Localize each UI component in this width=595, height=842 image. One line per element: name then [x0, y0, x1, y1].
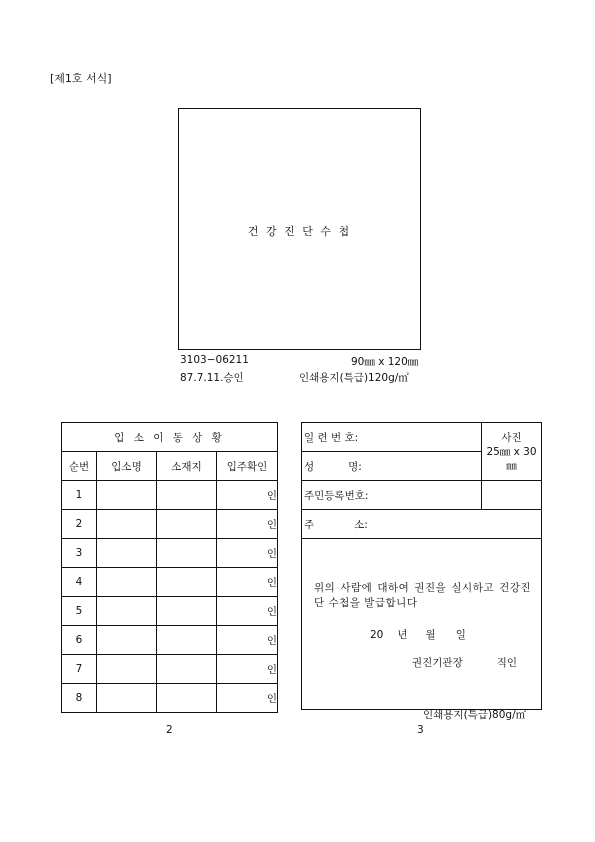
facility-cell[interactable]	[97, 626, 157, 655]
cover-box	[178, 108, 421, 350]
page-number-left: 2	[166, 724, 173, 736]
name-label-b: 명:	[348, 460, 362, 473]
location-cell[interactable]	[157, 539, 217, 568]
photo-box	[482, 423, 542, 481]
table-row	[62, 539, 278, 568]
location-cell[interactable]	[157, 597, 217, 626]
transfer-table	[61, 422, 278, 713]
photo-size: 25㎜ x 30㎜	[486, 445, 537, 472]
facility-cell[interactable]	[97, 481, 157, 510]
table-row	[62, 626, 278, 655]
official-seal-label: 직인	[496, 657, 518, 669]
table-row	[62, 684, 278, 713]
facility-cell[interactable]	[97, 510, 157, 539]
form-label: [제1호 서식]	[50, 72, 112, 85]
row-number: 8	[62, 684, 97, 713]
issue-date[interactable]	[370, 627, 466, 642]
issuer-signature	[412, 655, 517, 670]
inner-paper-spec: 인쇄용지(특급)80g/㎡	[423, 709, 527, 721]
date-month-unit: 월	[425, 629, 436, 641]
seal-cell: 인	[217, 626, 278, 655]
seal-cell: 인	[217, 539, 278, 568]
cover-paper-spec: 인쇄용지(특급)120g/㎡	[299, 372, 409, 384]
resident-id-field[interactable]	[302, 481, 482, 510]
seal-cell: 인	[217, 684, 278, 713]
seal-cell: 인	[217, 510, 278, 539]
location-cell[interactable]	[157, 481, 217, 510]
row-number: 7	[62, 655, 97, 684]
address-label-b: 소:	[354, 518, 368, 531]
location-cell[interactable]	[157, 626, 217, 655]
date-year: 20	[370, 629, 384, 641]
facility-cell[interactable]	[97, 568, 157, 597]
col-header-location: 소재지	[157, 452, 217, 481]
cover-code: 3103−06211	[180, 354, 249, 366]
facility-cell[interactable]	[97, 684, 157, 713]
certification-body	[302, 539, 542, 710]
cover-size: 90㎜ x 120㎜	[351, 356, 419, 368]
issuer-title: 권진기관장	[412, 657, 463, 669]
holder-info-table	[301, 422, 542, 710]
date-day-unit: 일	[455, 629, 466, 641]
seal-cell: 인	[217, 655, 278, 684]
row-number: 5	[62, 597, 97, 626]
location-cell[interactable]	[157, 510, 217, 539]
date-year-unit: 년	[397, 629, 408, 641]
name-label-a: 성	[304, 460, 315, 473]
table-row	[62, 655, 278, 684]
empty-cell	[482, 481, 542, 510]
cover-title: 건 강 진 단 수 첩	[247, 225, 352, 238]
location-cell[interactable]	[157, 568, 217, 597]
seal-cell: 인	[217, 597, 278, 626]
location-cell[interactable]	[157, 655, 217, 684]
serial-number-label: 일 련 번 호:	[304, 431, 359, 444]
transfer-table-title: 입 소 이 동 상 황	[62, 423, 278, 452]
seal-cell: 인	[217, 481, 278, 510]
row-number: 6	[62, 626, 97, 655]
table-row	[62, 510, 278, 539]
address-field[interactable]	[302, 510, 542, 539]
resident-id-label: 주민등록번호:	[304, 489, 369, 502]
col-header-facility: 입소명	[97, 452, 157, 481]
col-header-confirm: 입주확인	[217, 452, 278, 481]
location-cell[interactable]	[157, 684, 217, 713]
col-header-seq: 순번	[62, 452, 97, 481]
certification-text: 위의 사람에 대하여 권진을 실시하고 건강진단 수첩을 발급합니다	[314, 582, 531, 609]
serial-number-field[interactable]	[302, 423, 482, 452]
name-field[interactable]	[302, 452, 482, 481]
seal-cell: 인	[217, 568, 278, 597]
table-row	[62, 568, 278, 597]
cover-approval: 87.7.11.승인	[180, 372, 244, 384]
page-number-right: 3	[417, 724, 424, 736]
table-row	[62, 481, 278, 510]
photo-label: 사진	[501, 431, 522, 444]
row-number: 1	[62, 481, 97, 510]
facility-cell[interactable]	[97, 597, 157, 626]
facility-cell[interactable]	[97, 655, 157, 684]
facility-cell[interactable]	[97, 539, 157, 568]
row-number: 3	[62, 539, 97, 568]
table-row	[62, 597, 278, 626]
row-number: 2	[62, 510, 97, 539]
row-number: 4	[62, 568, 97, 597]
address-label-a: 주	[304, 518, 315, 531]
